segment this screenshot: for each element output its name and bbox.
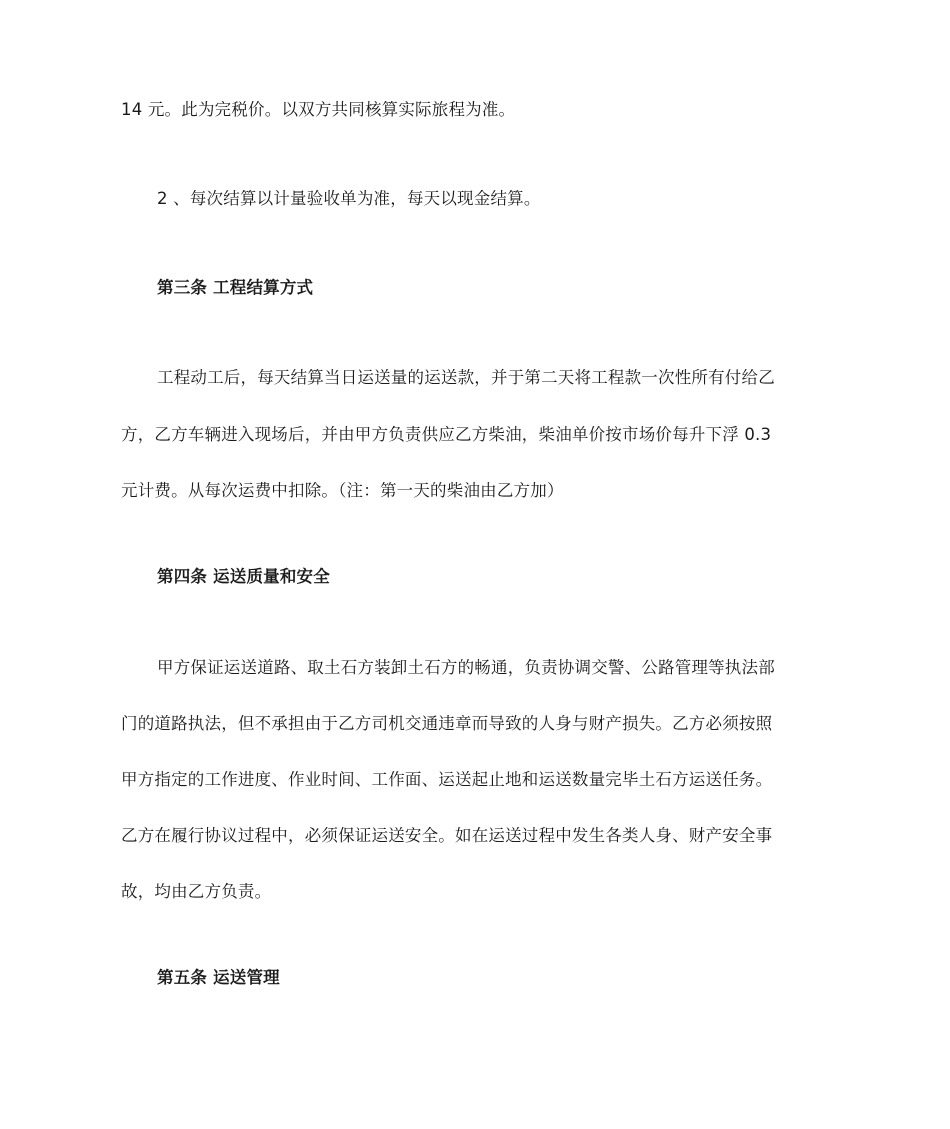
- section-heading: 第四条 运送质量和安全: [157, 567, 330, 586]
- section-heading: 第五条 运送管理: [157, 968, 280, 987]
- paragraph-line: 乙方在履行协议过程中，必须保证运送安全。如在运送过程中发生各类人身、财产安全事: [121, 826, 773, 845]
- paragraph-line: 故，均由乙方负责。: [121, 882, 272, 901]
- paragraph-line: 门的道路执法，但不承担由于乙方司机交通违章而导致的人身与财产损失。乙方必须按照: [121, 714, 773, 733]
- section-heading: 第三条 工程结算方式: [157, 278, 314, 297]
- paragraph-line: 工程动工后，每天结算当日运送量的运送款，并于第二天将工程款一次性所有付给乙: [157, 368, 775, 387]
- paragraph-line: 14 元。此为完税价。以双方共同核算实际旅程为准。: [121, 100, 516, 119]
- paragraph-line: 2 、每次结算以计量验收单为准，每天以现金结算。: [157, 189, 541, 208]
- paragraph-line: 甲方指定的工作进度、作业时间、工作面、运送起止地和运送数量完毕土石方运送任务。: [121, 770, 773, 789]
- paragraph-line: 元计费。从每次运费中扣除。（注：第一天的柴油由乙方加）: [121, 481, 564, 500]
- paragraph-line: 甲方保证运送道路、取土石方装卸土石方的畅通，负责协调交警、公路管理等执法部: [157, 658, 775, 677]
- paragraph-line: 方，乙方车辆进入现场后，并由甲方负责供应乙方柴油，柴油单价按市场价每升下浮 0.3: [121, 425, 772, 444]
